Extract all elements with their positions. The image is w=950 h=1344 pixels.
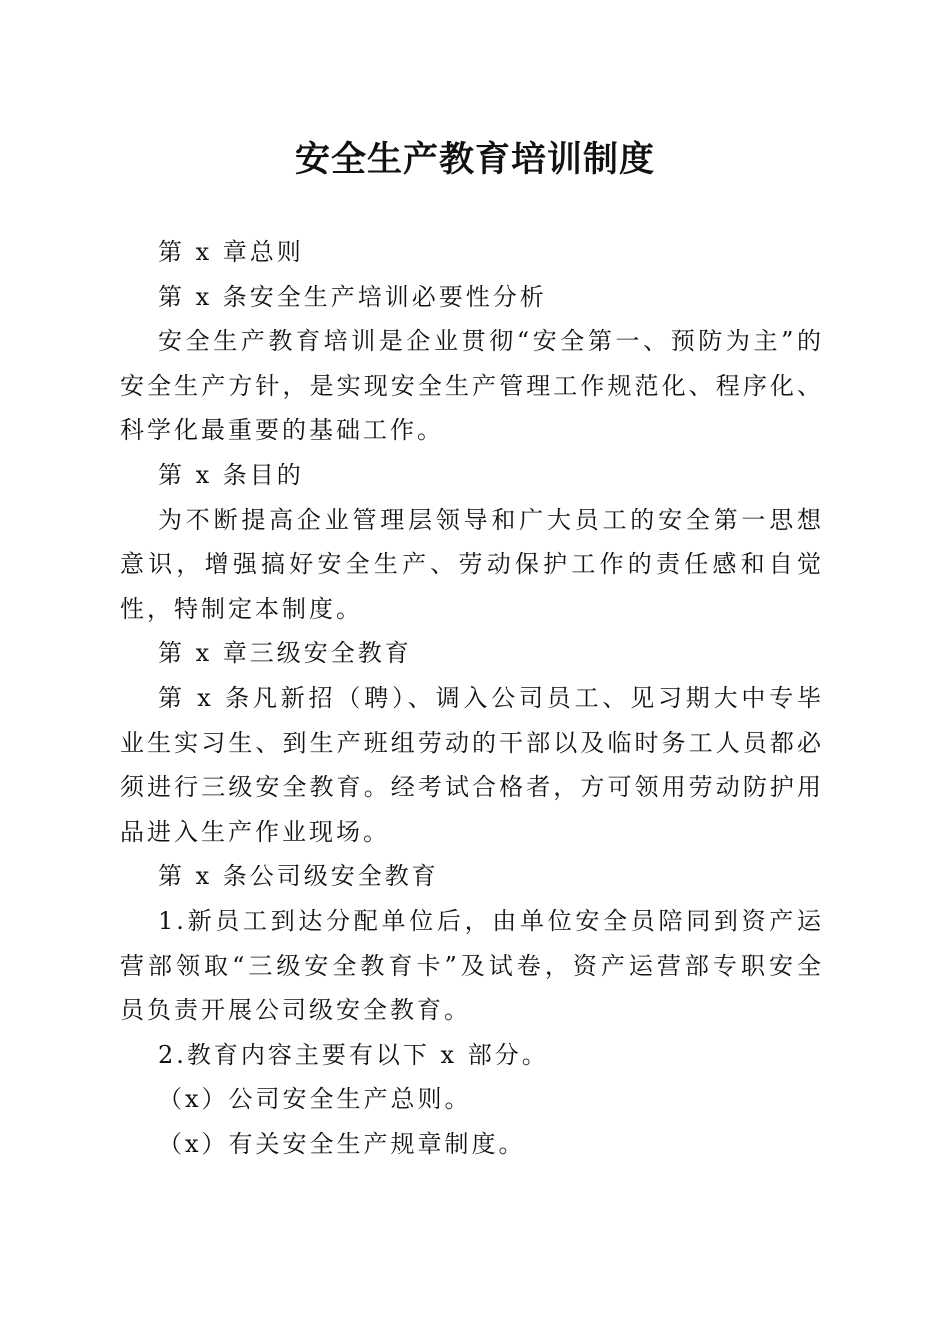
paragraph-necessity: 安全生产教育培训是企业贯彻“安全第一、预防为主”的安全生产方针，是实现安全生产管理工作规范化、程序化、科学化最重要的基础工作。 (120, 327, 824, 445)
list-item-general-rules: （x）公司安全生产总则。 (158, 1085, 472, 1114)
list-item-regulations: （x）有关安全生产规章制度。 (158, 1129, 526, 1158)
paragraph-item-1: 1.新员工到达分配单位后，由单位安全员陪同到资产运营部领取“三级安全教育卡”及试卷，资产运营部专职安全员负责开展公司级安全教育。 (120, 906, 824, 1025)
document-body (120, 230, 824, 1166)
article-heading-necessity: 第 x 条安全生产培训必要性分析 (158, 282, 547, 311)
chapter-heading-general: 第 x 章总则 (158, 238, 304, 266)
chapter-heading-three-level: 第 x 章三级安全教育 (158, 639, 412, 668)
article-heading-purpose: 第 x 条目的 (158, 460, 304, 489)
paragraph-item-2: 2.教育内容主要有以下 x 部分。 (158, 1040, 549, 1069)
document-title: 安全生产教育培训制度 (294, 139, 655, 180)
paragraph-purpose: 为不断提高企业管理层领导和广大员工的安全第一思想意识，增强搞好安全生产、劳动保护工作的责任感和自觉性，特制定本制度。 (120, 505, 824, 623)
paragraph-new-recruits: 第 x 条凡新招（聘）、调入公司员工、见习期大中专毕业生实习生、到生产班组劳动的干部以及临时务工人员都必须进行三级安全教育。经考试合格者，方可领用劳动防护用品进入生产作业现场。 (120, 683, 824, 846)
article-heading-company-level: 第 x 条公司级安全教育 (158, 862, 439, 891)
